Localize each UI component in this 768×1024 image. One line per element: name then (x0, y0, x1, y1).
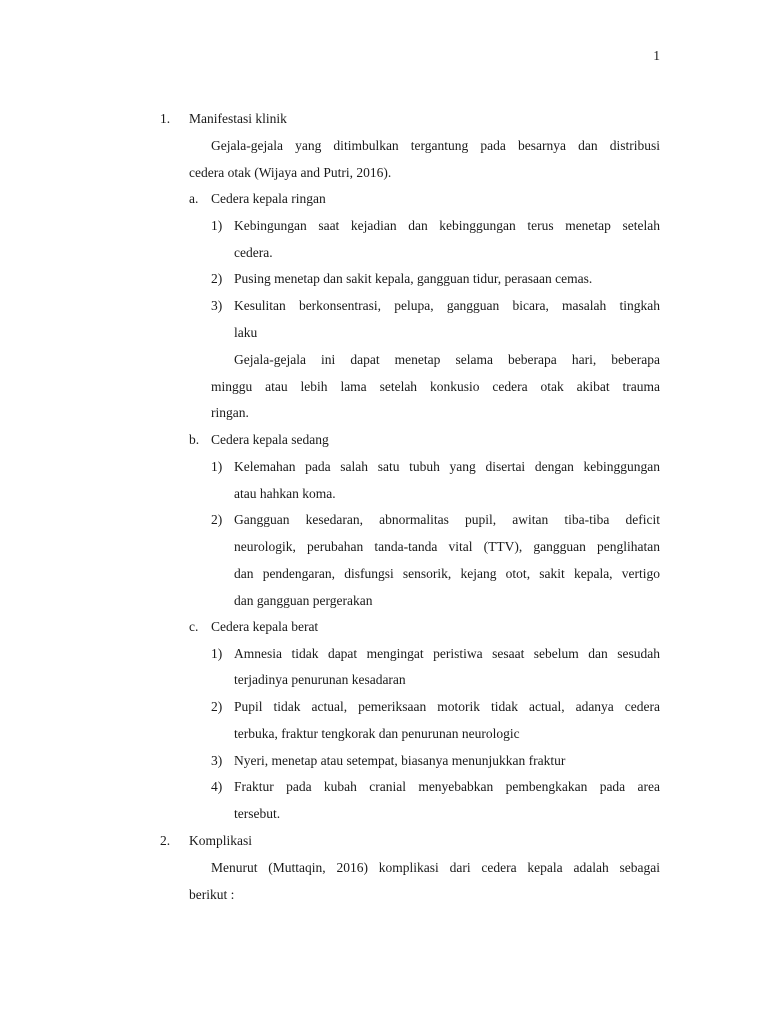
paragraph-line: berikut : (189, 887, 235, 902)
subsection-letter: c. (189, 619, 199, 634)
subsection-title: Cedera kepala sedang (211, 432, 329, 447)
subsection-letter: b. (189, 432, 200, 447)
list-item-number: 2) (211, 271, 223, 286)
section-heading: Manifestasi klinik (189, 111, 287, 126)
list-item-line: dan pendengaran, disfungsi sensorik, kejang otot, sakit kepala, vertigo (234, 566, 660, 581)
list-item-line: cedera. (234, 245, 273, 260)
list-item-line: atau hahkan koma. (234, 486, 336, 501)
section-heading: Komplikasi (189, 833, 252, 848)
list-item-line: terjadinya penurunan kesadaran (234, 672, 406, 687)
list-item-number: 2) (211, 512, 223, 527)
list-item-line: neurologik, perubahan tanda-tanda vital (TTV), gangguan penglihatan (234, 539, 660, 554)
section-number: 1. (160, 111, 171, 126)
paragraph-line: minggu atau lebih lama setelah konkusio cedera otak akibat trauma (211, 379, 660, 394)
list-item-number: 3) (211, 298, 223, 313)
paragraph-line: Gejala-gejala ini dapat menetap selama beberapa hari, beberapa (234, 352, 660, 367)
list-item-line: Kesulitan berkonsentrasi, pelupa, gangguan bicara, masalah tingkah (234, 298, 660, 313)
list-item-line: Amnesia tidak dapat mengingat peristiwa sesaat sebelum dan sesudah (234, 646, 660, 661)
paragraph-line: Menurut (Muttaqin, 2016) komplikasi dari cedera kepala adalah sebagai (211, 860, 660, 875)
paragraph-line: ringan. (211, 405, 249, 420)
list-item-number: 4) (211, 779, 223, 794)
list-item-number: 1) (211, 459, 223, 474)
paragraph-line: cedera otak (Wijaya and Putri, 2016). (189, 165, 392, 180)
list-item-line: laku (234, 325, 258, 340)
list-item-number: 3) (211, 753, 223, 768)
list-item-line: Nyeri, menetap atau setempat, biasanya menunjukkan fraktur (234, 753, 566, 768)
subsection-title: Cedera kepala ringan (211, 191, 326, 206)
list-item-line: terbuka, fraktur tengkorak dan penurunan neurologic (234, 726, 520, 741)
list-item-line: tersebut. (234, 806, 281, 821)
list-item-line: Pupil tidak actual, pemeriksaan motorik tidak actual, adanya cedera (234, 699, 660, 714)
list-item-line: Fraktur pada kubah cranial menyebabkan pembengkakan pada area (234, 779, 660, 794)
list-item-line: Pusing menetap dan sakit kepala, gangguan tidur, perasaan cemas. (234, 271, 593, 286)
paragraph-line: Gejala-gejala yang ditimbulkan tergantung pada besarnya dan distribusi (211, 138, 660, 153)
section-number: 2. (160, 833, 171, 848)
subsection-title: Cedera kepala berat (211, 619, 319, 634)
list-item-line: Kebingungan saat kejadian dan kebinggungan terus menetap setelah (234, 218, 660, 233)
list-item-number: 1) (211, 646, 223, 661)
list-item-line: dan gangguan pergerakan (234, 593, 373, 608)
list-item-number: 2) (211, 699, 223, 714)
list-item-line: Gangguan kesedaran, abnormalitas pupil, awitan tiba-tiba deficit (234, 512, 660, 527)
page-number: 1 (653, 48, 660, 63)
subsection-letter: a. (189, 191, 199, 206)
list-item-number: 1) (211, 218, 223, 233)
list-item-line: Kelemahan pada salah satu tubuh yang disertai dengan kebinggungan (234, 459, 660, 474)
